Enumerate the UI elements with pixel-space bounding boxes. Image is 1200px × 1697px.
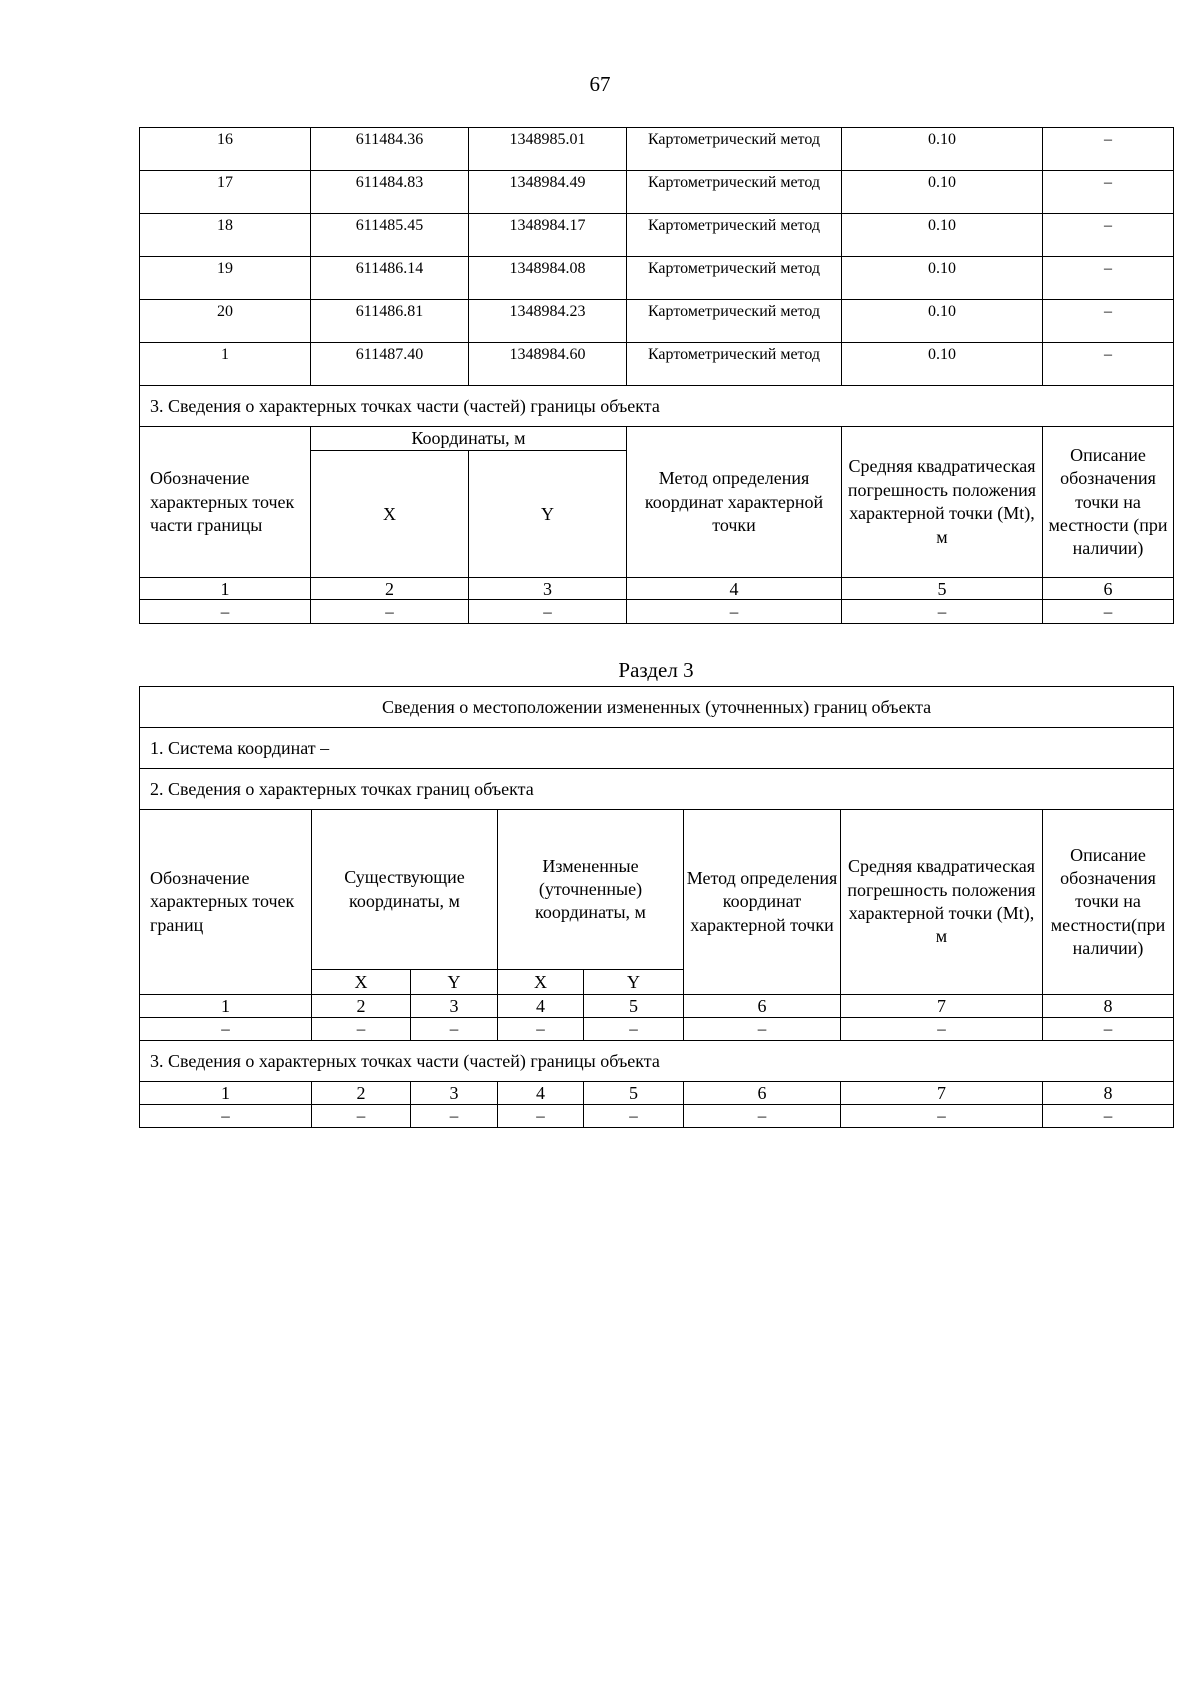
- column-number: 6: [684, 1082, 841, 1105]
- method-header: Метод определения координат характерной точки: [684, 810, 841, 995]
- column-number: 1: [140, 578, 311, 600]
- column-number: 2: [312, 995, 411, 1018]
- empty-cell: –: [312, 1018, 411, 1041]
- empty-cell: –: [312, 1105, 411, 1128]
- column-number: 8: [1043, 1082, 1174, 1105]
- existing-x-header: X: [312, 970, 411, 995]
- empty-cell: –: [498, 1018, 584, 1041]
- changed-boundaries-body: [140, 687, 1174, 1128]
- section-heading-row: [140, 386, 1174, 427]
- point-y: 1348984.17: [469, 214, 627, 257]
- empty-cell: –: [1043, 1105, 1174, 1128]
- point-error: 0.10: [842, 128, 1043, 171]
- point-desc: –: [1043, 257, 1174, 300]
- empty-cell: –: [311, 600, 469, 624]
- empty-cell: –: [584, 1018, 684, 1041]
- section-heading-row: [140, 769, 1174, 810]
- column-number: 5: [842, 578, 1043, 600]
- x-header: X: [311, 451, 469, 578]
- boundary-points-heading: 2. Сведения о характерных точках границ объекта: [140, 769, 1174, 810]
- point-desc: –: [1043, 343, 1174, 386]
- coord-system: 1. Система координат –: [140, 728, 1174, 769]
- point-method: Картометрический метод: [627, 214, 842, 257]
- coord-system-row: [140, 728, 1174, 769]
- page-number: 67: [589, 72, 611, 96]
- empty-row: [140, 600, 1174, 624]
- description-header: Описание обозначения точки на местности (при наличии): [1043, 427, 1174, 578]
- empty-row: [140, 1105, 1174, 1128]
- column-number: 8: [1043, 995, 1174, 1018]
- empty-cell: –: [684, 1105, 841, 1128]
- column-number: 7: [841, 1082, 1043, 1105]
- point-method: Картометрический метод: [627, 343, 842, 386]
- boundary-points-table: [139, 127, 1174, 624]
- column-number: 3: [469, 578, 627, 600]
- error-header: Средняя квадратическая погрешность положения характерной точки (Mt), м: [841, 810, 1043, 995]
- point-x: 611485.45: [311, 214, 469, 257]
- point-method: Картометрический метод: [627, 300, 842, 343]
- point-number: 1: [140, 343, 311, 386]
- point-error: 0.10: [842, 257, 1043, 300]
- point-y: 1348984.23: [469, 300, 627, 343]
- changed-coords-header: Измененные (уточненные) координаты, м: [498, 810, 684, 970]
- part-points-heading: 3. Сведения о характерных точках части (частей) границы объекта: [140, 1041, 1174, 1082]
- column-number: 3: [411, 995, 498, 1018]
- column-number: 5: [584, 1082, 684, 1105]
- designation-header: Обозначение характерных точек части границы: [140, 427, 311, 578]
- error-header: Средняя квадратическая погрешность положения характерной точки (Mt), м: [842, 427, 1043, 578]
- table-row: [140, 257, 1174, 300]
- empty-row: [140, 1018, 1174, 1041]
- table-title-row: [140, 687, 1174, 728]
- column-number: 4: [627, 578, 842, 600]
- empty-cell: –: [841, 1018, 1043, 1041]
- empty-cell: –: [842, 600, 1043, 624]
- changed-boundaries-table: [139, 686, 1174, 1128]
- point-error: 0.10: [842, 343, 1043, 386]
- y-header: Y: [469, 451, 627, 578]
- table-row: [140, 171, 1174, 214]
- column-number: 2: [311, 578, 469, 600]
- point-x: 611484.36: [311, 128, 469, 171]
- section-heading-row: [140, 1041, 1174, 1082]
- point-y: 1348985.01: [469, 128, 627, 171]
- coordinates-header: Координаты, м: [311, 427, 627, 451]
- point-method: Картометрический метод: [627, 128, 842, 171]
- point-y: 1348984.60: [469, 343, 627, 386]
- changed-y-header: Y: [584, 970, 684, 995]
- column-number: 1: [140, 995, 312, 1018]
- empty-cell: –: [469, 600, 627, 624]
- point-desc: –: [1043, 128, 1174, 171]
- existing-coords-header: Существующие координаты, м: [312, 810, 498, 970]
- column-numbers-row: [140, 578, 1174, 600]
- empty-cell: –: [140, 600, 311, 624]
- empty-cell: –: [411, 1105, 498, 1128]
- empty-cell: –: [584, 1105, 684, 1128]
- part-points-heading: 3. Сведения о характерных точках части (частей) границы объекта: [140, 386, 1174, 427]
- empty-cell: –: [627, 600, 842, 624]
- point-y: 1348984.08: [469, 257, 627, 300]
- empty-cell: –: [140, 1018, 312, 1041]
- column-number: 6: [684, 995, 841, 1018]
- point-method: Картометрический метод: [627, 257, 842, 300]
- point-number: 20: [140, 300, 311, 343]
- point-desc: –: [1043, 300, 1174, 343]
- point-y: 1348984.49: [469, 171, 627, 214]
- column-number: 5: [584, 995, 684, 1018]
- point-desc: –: [1043, 214, 1174, 257]
- point-error: 0.10: [842, 171, 1043, 214]
- column-number: 1: [140, 1082, 312, 1105]
- table-row: [140, 128, 1174, 171]
- column-number: 7: [841, 995, 1043, 1018]
- column-number: 2: [312, 1082, 411, 1105]
- point-method: Картометрический метод: [627, 171, 842, 214]
- empty-cell: –: [684, 1018, 841, 1041]
- point-x: 611487.40: [311, 343, 469, 386]
- table-row: [140, 343, 1174, 386]
- point-error: 0.10: [842, 300, 1043, 343]
- point-number: 17: [140, 171, 311, 214]
- table-row: [140, 300, 1174, 343]
- designation-header: Обозначение характерных точек границ: [140, 810, 312, 995]
- empty-cell: –: [1043, 1018, 1174, 1041]
- column-number: 4: [498, 995, 584, 1018]
- column-number: 6: [1043, 578, 1174, 600]
- column-number: 4: [498, 1082, 584, 1105]
- empty-cell: –: [498, 1105, 584, 1128]
- section-title: Раздел 3: [618, 658, 694, 682]
- point-desc: –: [1043, 171, 1174, 214]
- empty-cell: –: [1043, 600, 1174, 624]
- empty-cell: –: [841, 1105, 1043, 1128]
- column-numbers-row: [140, 995, 1174, 1018]
- point-x: 611484.83: [311, 171, 469, 214]
- method-header: Метод определения координат характерной точки: [627, 427, 842, 578]
- point-x: 611486.81: [311, 300, 469, 343]
- point-number: 19: [140, 257, 311, 300]
- point-error: 0.10: [842, 214, 1043, 257]
- changed-x-header: X: [498, 970, 584, 995]
- point-number: 18: [140, 214, 311, 257]
- table-row: [140, 214, 1174, 257]
- point-x: 611486.14: [311, 257, 469, 300]
- existing-y-header: Y: [411, 970, 498, 995]
- point-rows: [140, 128, 1174, 624]
- header-row: [140, 427, 1174, 451]
- column-numbers-row: [140, 1082, 1174, 1105]
- header-row: [140, 810, 1174, 970]
- column-number: 3: [411, 1082, 498, 1105]
- table-title: Сведения о местоположении измененных (уточненных) границ объекта: [140, 687, 1174, 728]
- empty-cell: –: [411, 1018, 498, 1041]
- empty-cell: –: [140, 1105, 312, 1128]
- description-header: Описание обозначения точки на местности(при наличии): [1043, 810, 1174, 995]
- point-number: 16: [140, 128, 311, 171]
